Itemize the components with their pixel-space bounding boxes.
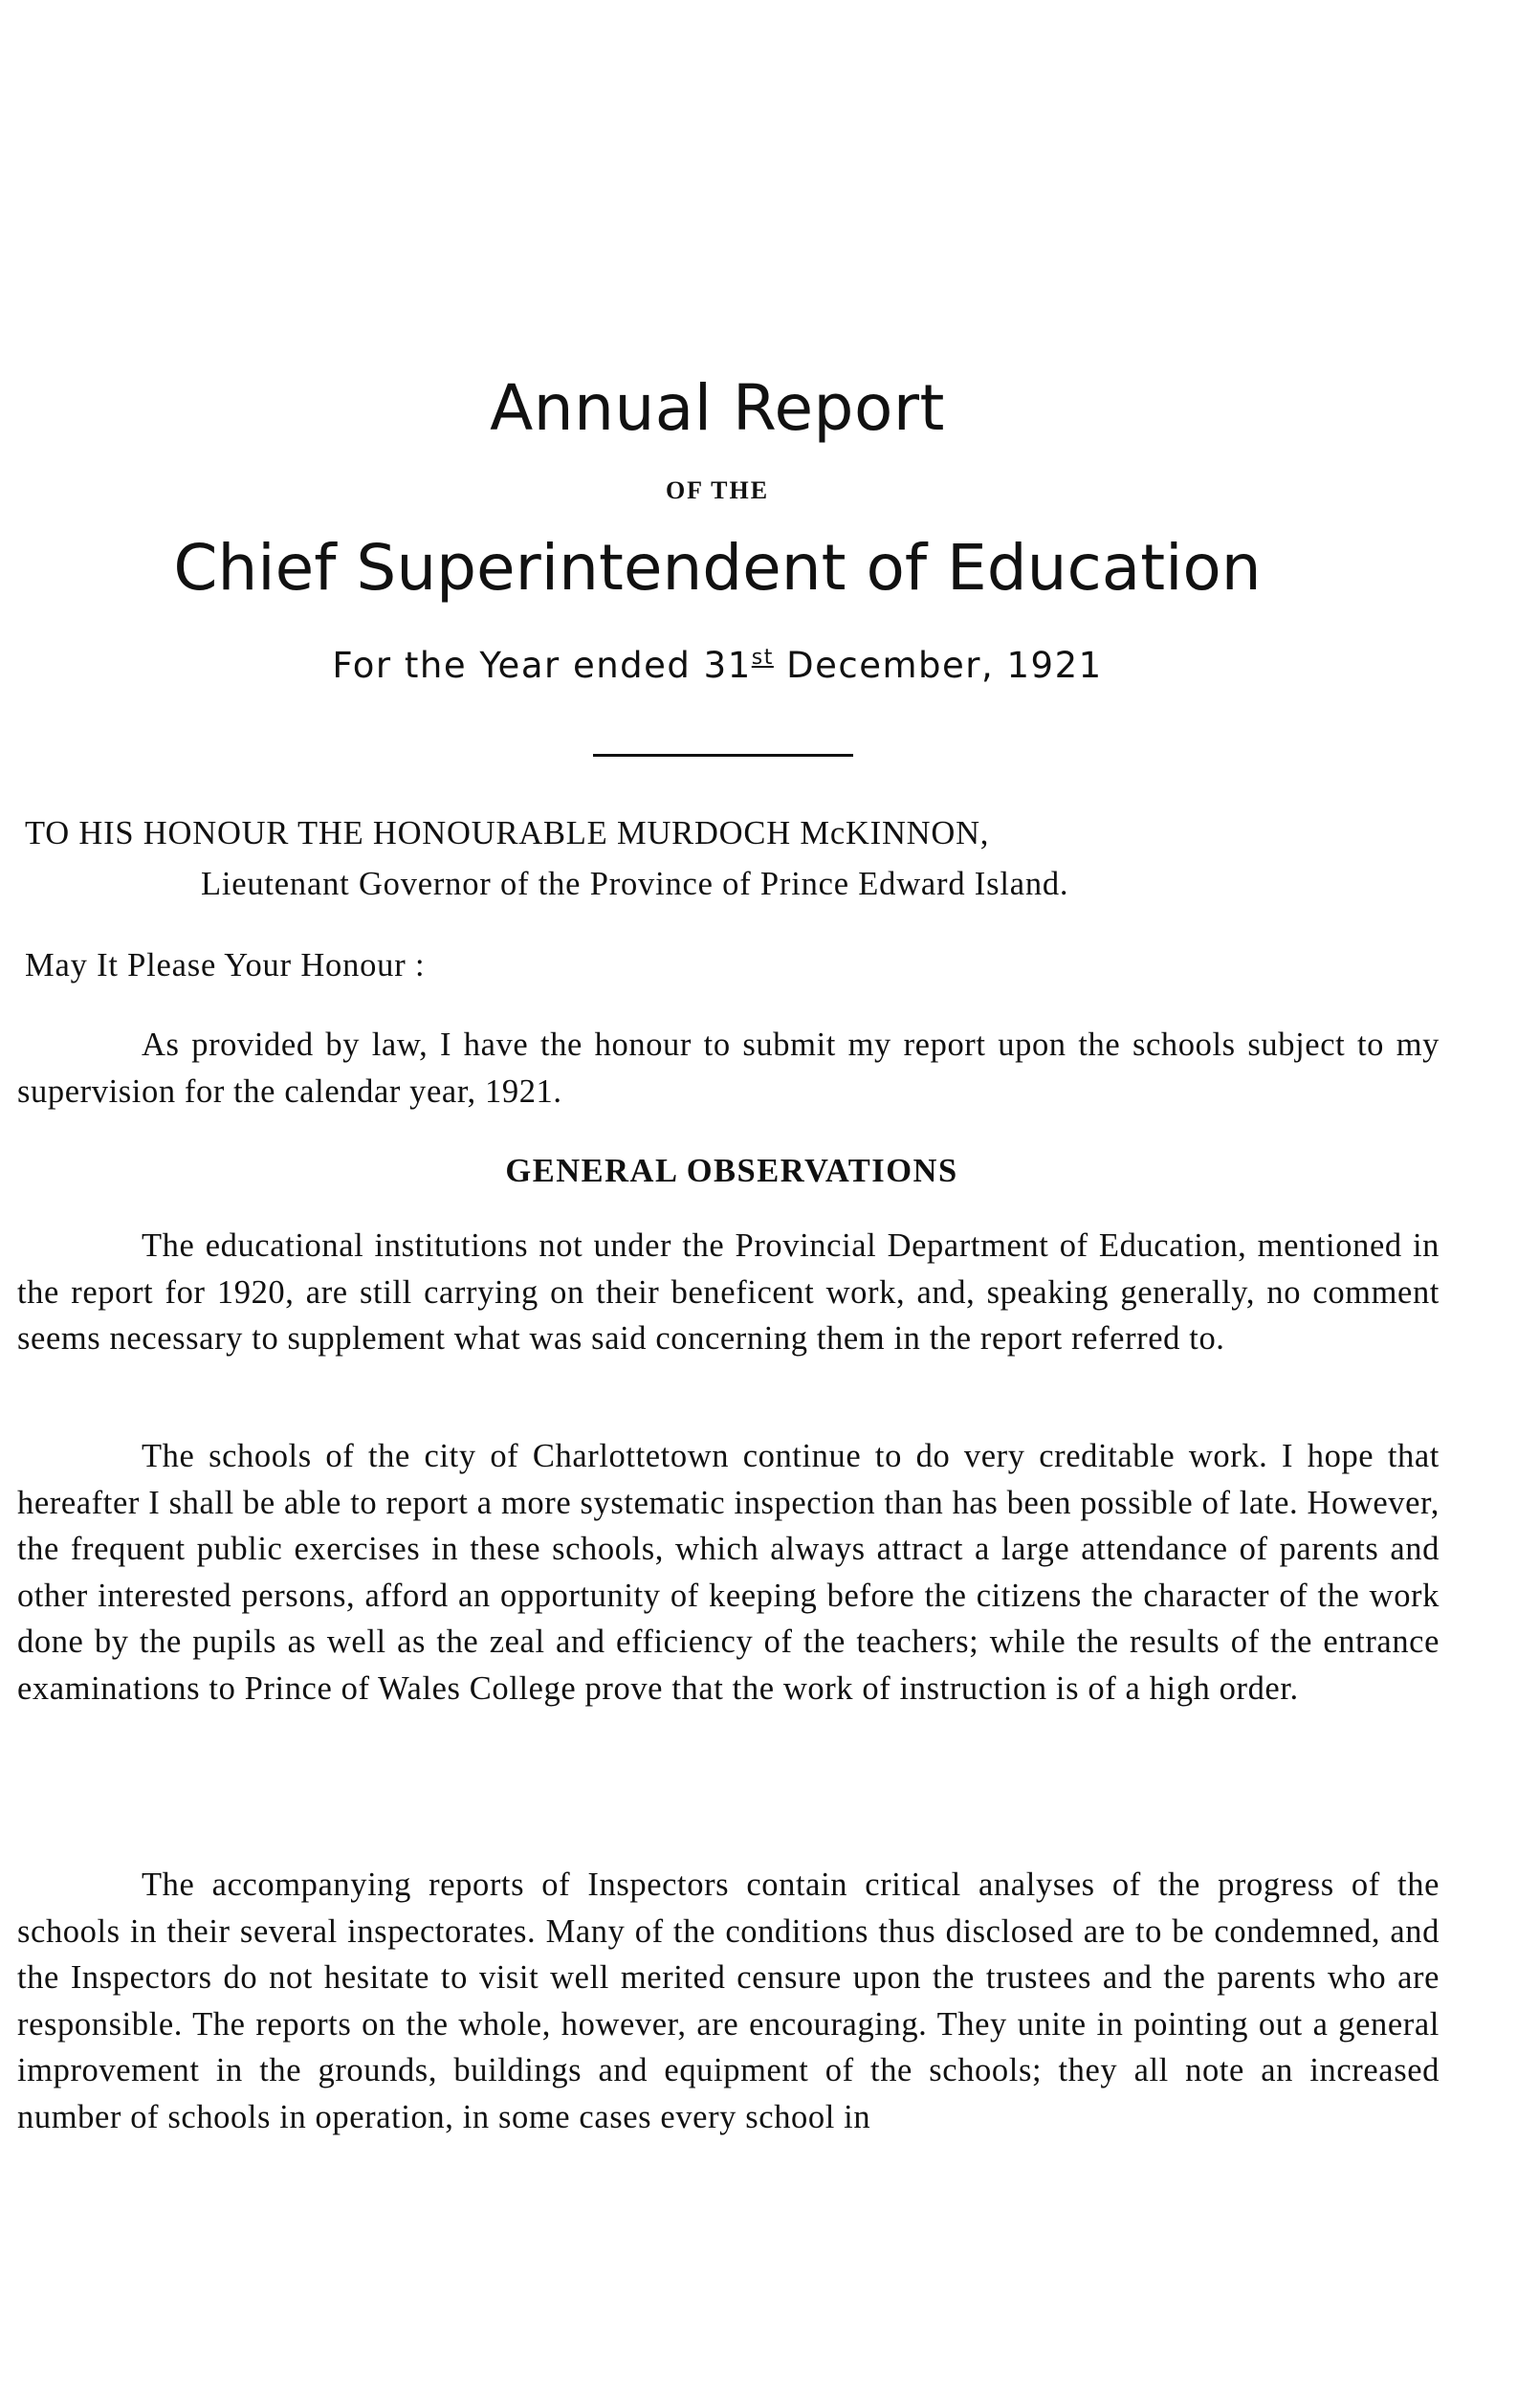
report-title: Annual Report xyxy=(490,371,945,445)
intro-paragraph: As provided by law, I have the honour to submit my report upon the schools subject to my supervision for the calendar year, 1921. xyxy=(17,1027,1440,1110)
report-subtitle: Chief Superintendent of Education xyxy=(173,531,1262,605)
report-period xyxy=(0,645,1435,686)
title-divider xyxy=(593,754,853,757)
report-period-prefix: For the Year ended 31 xyxy=(332,645,752,686)
address-line-1: TO HIS HONOUR THE HONOURABLE MURDOCH McKINNON, xyxy=(25,815,990,851)
section-heading: GENERAL OBSERVATIONS xyxy=(505,1153,958,1189)
title-connector: OF THE xyxy=(665,476,770,504)
report-period-ordinal: st xyxy=(751,646,774,670)
report-period-date: December, 1921 xyxy=(773,645,1103,686)
address-line-2: Lieutenant Governor of the Province of Prince Edward Island. xyxy=(201,866,1069,902)
body-paragraph: The educational institutions not under the Provincial Department of Education, mentioned in the report for 1920, are still carrying on their beneficent work, and, speaking generally, no comment seems necessary to supplement what was said concerning them in the report referred to. xyxy=(17,1227,1440,1357)
body-paragraph: The schools of the city of Charlottetown continue to do very creditable work. I hope that hereafter I shall be able to report a more systematic inspection than has been possible of late. However, the frequent public exercises in these schools, which always attract a large attendance of parents and other interested persons, afford an opportunity of keeping before the citizens the character of the work done by the pupils as well as the zeal and efficiency of the teachers; while the results of the entrance examinations to Prince of Wales College prove that the work of instruction is of a high order. xyxy=(17,1438,1440,1707)
body-paragraph: The accompanying reports of Inspectors contain critical analyses of the progress of the schools in their several inspectorates. Many of the conditions thus disclosed are to be condemned, and the Inspectors do not hesitate to visit well merited censure upon the trustees and the parents who are responsible. The reports on the whole, however, are encouraging. They unite in pointing out a general improvement in the grounds, buildings and equipment of the schools; they all note an increased number of schools in operation, in some cases every school in xyxy=(17,1867,1440,2135)
salutation: May It Please Your Honour : xyxy=(25,947,426,983)
